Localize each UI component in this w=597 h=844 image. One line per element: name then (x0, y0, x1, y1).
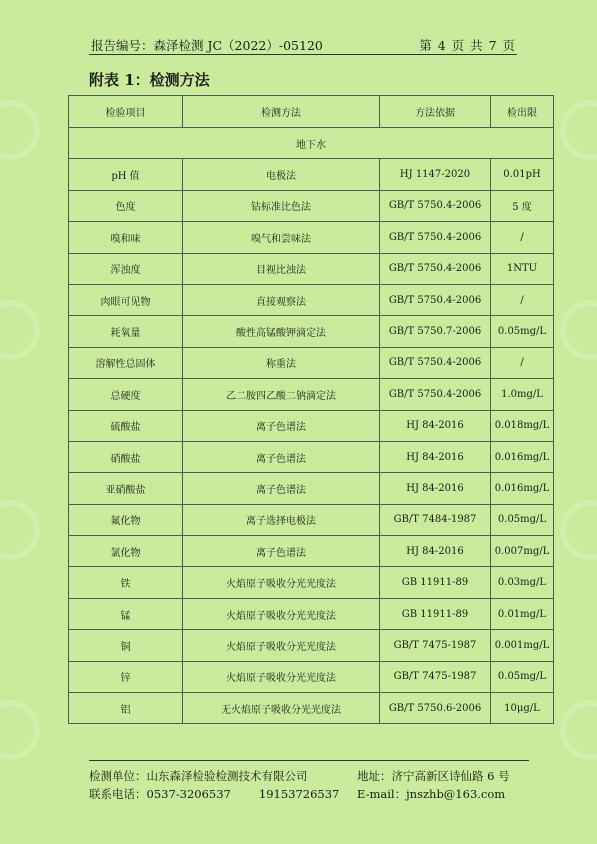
table-row (69, 316, 554, 347)
cell-item: 亚硝酸盐 (69, 473, 183, 504)
cell-method: 火焰原子吸收分光光度法 (183, 567, 380, 598)
cell-method: 离子选择电极法 (183, 504, 380, 535)
table-row (69, 473, 554, 504)
table-row (69, 504, 554, 535)
cell-limit: 0.05mg/L (491, 316, 554, 347)
cell-item: 铝 (69, 693, 183, 724)
cell-method: 乙二胺四乙酸二钠滴定法 (183, 379, 380, 410)
testing-unit: 检测单位：山东森泽检验检测技术有限公司 (89, 769, 308, 783)
table-row (69, 159, 554, 190)
cell-item: 肉眼可见物 (69, 284, 183, 315)
cell-limit: 0.001mg/L (491, 630, 554, 661)
cell-method: 酸性高锰酸钾滴定法 (183, 316, 380, 347)
cell-limit: 0.016mg/L (491, 441, 554, 472)
cell-basis: GB/T 5750.4-2006 (380, 190, 491, 221)
watermark-logo (560, 300, 597, 360)
cell-basis: HJ 1147-2020 (380, 159, 491, 190)
cell-limit: / (491, 284, 554, 315)
cell-method: 嗅气和尝味法 (183, 222, 380, 253)
cell-item: 硝酸盐 (69, 441, 183, 472)
cell-basis: GB 11911-89 (380, 598, 491, 629)
cell-basis: HJ 84-2016 (380, 410, 491, 441)
watermark-logo (560, 700, 597, 760)
cell-method: 无火焰原子吸收分光光度法 (183, 693, 380, 724)
table-row (69, 693, 554, 724)
table-row (69, 284, 554, 315)
cell-basis: GB/T 7475-1987 (380, 630, 491, 661)
cell-limit: 0.016mg/L (491, 473, 554, 504)
table-header-row (69, 96, 554, 128)
cell-item: 锌 (69, 661, 183, 692)
column-header: 检出限 (491, 96, 554, 128)
cell-method: 直接观察法 (183, 284, 380, 315)
contact-email: E-mail：jnszhb@163.com (357, 787, 506, 801)
cell-limit: 0.01mg/L (491, 598, 554, 629)
cell-item: 氟化物 (69, 504, 183, 535)
page-title: 附表 1：检测方法 (89, 71, 210, 89)
table-row (69, 222, 554, 253)
column-header: 检测方法 (183, 96, 380, 128)
cell-item: 铁 (69, 567, 183, 598)
cell-limit: 0.05mg/L (491, 661, 554, 692)
cell-method: 钴标准比色法 (183, 190, 380, 221)
cell-item: 总硬度 (69, 379, 183, 410)
watermark-logo (0, 500, 40, 560)
table-row (69, 410, 554, 441)
cell-method: 火焰原子吸收分光光度法 (183, 630, 380, 661)
cell-limit: 0.018mg/L (491, 410, 554, 441)
cell-item: 锰 (69, 598, 183, 629)
address: 地址：济宁高新区诗仙路 6 号 (357, 769, 510, 783)
cell-method: 火焰原子吸收分光光度法 (183, 661, 380, 692)
table-row (69, 253, 554, 284)
cell-limit: 1NTU (491, 253, 554, 284)
cell-item: 溶解性总固体 (69, 347, 183, 378)
table-row (69, 661, 554, 692)
table-row (69, 379, 554, 410)
cell-basis: GB/T 5750.4-2006 (380, 347, 491, 378)
cell-basis: GB/T 5750.4-2006 (380, 253, 491, 284)
cell-limit: / (491, 347, 554, 378)
cell-basis: GB/T 5750.4-2006 (380, 222, 491, 253)
cell-basis: GB/T 5750.4-2006 (380, 284, 491, 315)
cell-item: 嗅和味 (69, 222, 183, 253)
cell-basis: GB/T 7475-1987 (380, 661, 491, 692)
cell-method: 离子色谱法 (183, 410, 380, 441)
cell-limit: 0.05mg/L (491, 504, 554, 535)
cell-limit: 5 度 (491, 190, 554, 221)
page-footer (89, 760, 529, 803)
cell-basis: HJ 84-2016 (380, 473, 491, 504)
cell-limit: 10μg/L (491, 693, 554, 724)
table-row (69, 630, 554, 661)
cell-basis: GB 11911-89 (380, 567, 491, 598)
cell-limit: / (491, 222, 554, 253)
cell-method: 离子色谱法 (183, 441, 380, 472)
cell-method: 离子色谱法 (183, 536, 380, 567)
cell-item: pH 值 (69, 159, 183, 190)
section-label: 地下水 (69, 128, 554, 159)
cell-basis: GB/T 7484-1987 (380, 504, 491, 535)
cell-item: 色度 (69, 190, 183, 221)
contact-phone-2: 19153726537 (258, 787, 340, 801)
watermark-logo (560, 500, 597, 560)
table-row (69, 190, 554, 221)
cell-method: 目视比浊法 (183, 253, 380, 284)
cell-limit: 0.007mg/L (491, 536, 554, 567)
cell-method: 火焰原子吸收分光光度法 (183, 598, 380, 629)
cell-item: 氯化物 (69, 536, 183, 567)
table-row (69, 347, 554, 378)
cell-basis: GB/T 5750.6-2006 (380, 693, 491, 724)
table-row (69, 536, 554, 567)
cell-method: 电极法 (183, 159, 380, 190)
watermark-logo (0, 700, 40, 760)
contact-phone: 联系电话：0537-3206537 (89, 787, 231, 801)
page-info: 第 4 页 共 7 页 (419, 38, 515, 53)
cell-basis: HJ 84-2016 (380, 536, 491, 567)
section-row (69, 128, 554, 159)
table-row (69, 441, 554, 472)
cell-method: 离子色谱法 (183, 473, 380, 504)
column-header: 检验项目 (69, 96, 183, 128)
cell-item: 浑浊度 (69, 253, 183, 284)
table-row (69, 598, 554, 629)
table-row (69, 567, 554, 598)
watermark-logo (0, 300, 40, 360)
cell-item: 耗氧量 (69, 316, 183, 347)
cell-limit: 0.03mg/L (491, 567, 554, 598)
watermark-logo (560, 100, 597, 160)
page-header (89, 34, 517, 55)
cell-item: 铜 (69, 630, 183, 661)
cell-basis: HJ 84-2016 (380, 441, 491, 472)
report-number: 报告编号：森泽检测 JC（2022）-05120 (91, 38, 323, 53)
cell-item: 硫酸盐 (69, 410, 183, 441)
cell-limit: 0.01pH (491, 159, 554, 190)
column-header: 方法依据 (380, 96, 491, 128)
watermark-logo (0, 100, 40, 160)
cell-method: 称重法 (183, 347, 380, 378)
methods-table (68, 95, 554, 724)
cell-basis: GB/T 5750.7-2006 (380, 316, 491, 347)
cell-limit: 1.0mg/L (491, 379, 554, 410)
cell-basis: GB/T 5750.4-2006 (380, 379, 491, 410)
